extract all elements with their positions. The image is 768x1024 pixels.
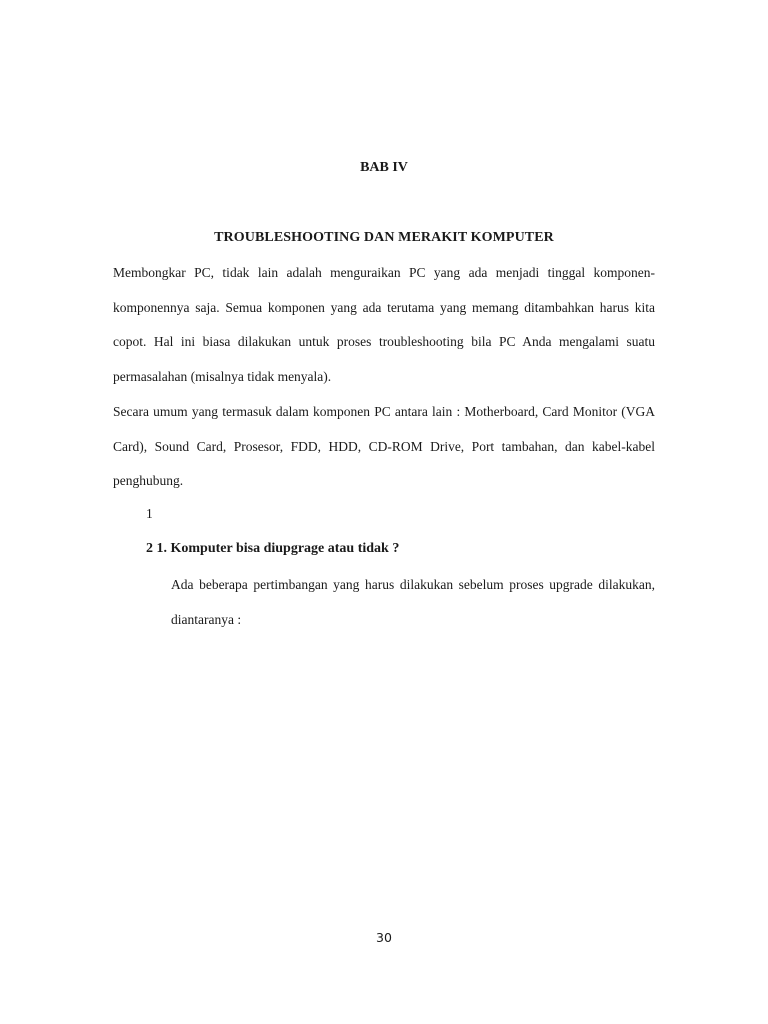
section-heading: 2 1. Komputer bisa diupgrage atau tidak ? [146,541,400,556]
section-paragraph: Ada beberapa pertimbangan yang harus dilakukan sebelum proses upgrade dilakukan, diantaranya : [171,577,655,627]
chapter-title: TROUBLESHOOTING DAN MERAKIT KOMPUTER [214,230,554,245]
paragraph-intro: Membongkar PC, tidak lain adalah menguraikan PC yang ada menjadi tinggal komponen-komponennya saja. Semua komponen yang ada terutama yang memang ditambahkan harus kita copot. Hal ini biasa dilakukan untuk proses troubleshooting bila PC Anda mengalami suatu permasalahan (misalnya tidak menyala). [113,265,655,384]
list-marker: 1 [146,506,153,521]
paragraph-components: Secara umum yang termasuk dalam komponen PC antara lain : Motherboard, Card Monitor (VGA Card), Sound Card, Prosesor, FDD, HDD, CD-ROM Drive, Port tambahan, dan kabel-kabel penghubung. [113,404,655,488]
page-number: 30 [376,930,392,945]
chapter-heading: BAB IV [360,160,408,175]
